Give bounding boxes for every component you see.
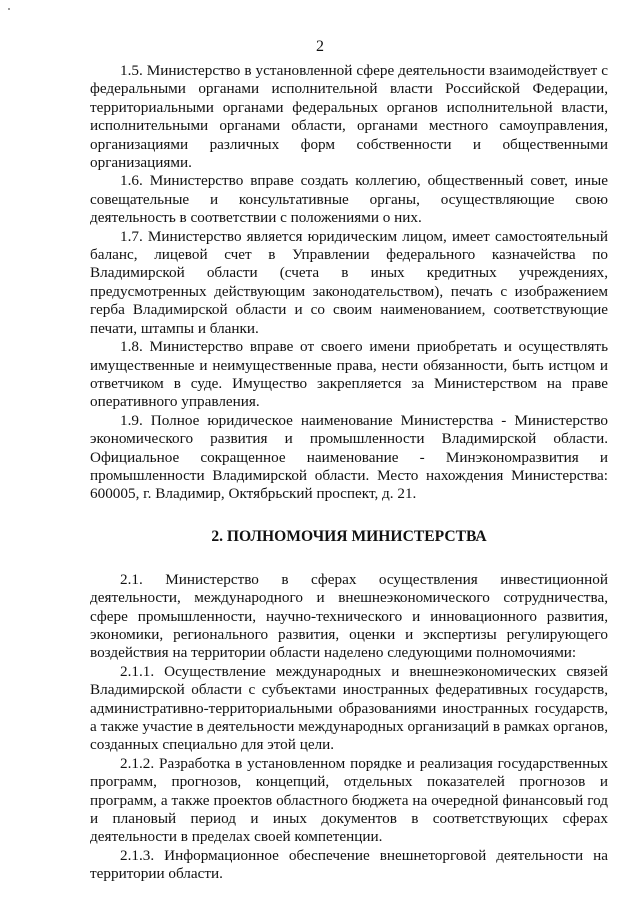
section-heading: 2. ПОЛНОМОЧИЯ МИНИСТЕРСТВА: [211, 527, 487, 545]
page-number: 2: [316, 38, 324, 55]
paragraph-2-1-3: 2.1.3. Информационное обеспечение внешнеторговой деятельности на территории области.: [90, 846, 608, 883]
document-body: [90, 62, 608, 884]
paragraph-2-1: 2.1. Министерство в сферах осуществления инвестиционной деятельности, международного и внешнеэкономического сотрудничества, сфере промышленности, научно-технического и инновационного развития, экономики, регионального развития, оценки и экспертизы регулирующего воздействия на территории области наделено следующими полномочиями:: [90, 570, 608, 662]
scan-speck: [8, 8, 10, 10]
paragraph-1-9: 1.9. Полное юридическое наименование Министерства - Министерство экономического развития и промышленности Владимирской области. Официальное сокращенное наименование - Минэкономразвития и промышленности Владимирской области. Место нахождения Министерства: 600005, г. Владимир, Октябрьский проспект, д. 21.: [90, 411, 608, 503]
paragraph-2-1-1: 2.1.1. Осуществление международных и внешнеэкономических связей Владимирской области с субъектами иностранных федеративных государств, административно-территориальными образованиями иностранных государств, а также участие в деятельности международных организаций в рамках органов, созданных специально для этой цели.: [90, 662, 608, 754]
paragraph-1-7: 1.7. Министерство является юридическим лицом, имеет самостоятельный баланс, лицевой счет в Управлении федерального казначейства по Владимирской области (счета в иных кредитных учреждениях, предусмотренных действующим законодательством), печать с изображением герба Владимирской области и со своим наименованием, соответствующие печати, штампы и бланки.: [90, 227, 608, 337]
paragraph-1-6: 1.6. Министерство вправе создать коллегию, общественный совет, иные совещательные и консультативные органы, осуществляющие свою деятельность в соответствии с положениями о них.: [90, 172, 608, 227]
paragraph-1-5: 1.5. Министерство в установленной сфере деятельности взаимодействует с федеральными органами исполнительной власти Российской Федерации, территориальными органами федеральных органов исполнительной власти, исполнительными органами области, органами местного самоуправления, организациями различных форм собственности и общественными организациями.: [90, 62, 608, 172]
paragraph-1-8: 1.8. Министерство вправе от своего имени приобретать и осуществлять имущественные и неимущественные права, нести обязанности, быть истцом и ответчиком в суде. Имущество закрепляется за Министерством на праве оперативного управления.: [90, 338, 608, 411]
paragraph-2-1-2: 2.1.2. Разработка в установленном порядке и реализация государственных программ, прогнозов, концепций, отдельных показателей прогнозов и программ, а также проектов областного бюджета на очередной финансовый год и плановый период и иных документов в соответствующих сферах деятельности в пределах своей компетенции.: [90, 754, 608, 846]
